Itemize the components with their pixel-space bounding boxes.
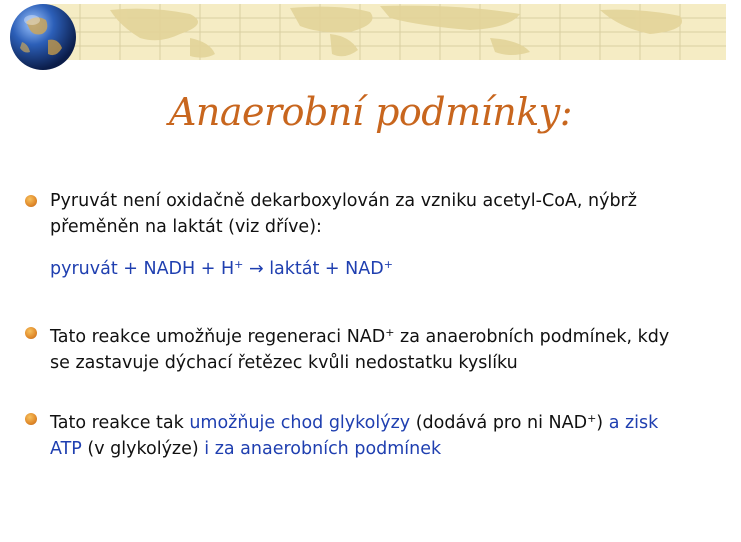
bullet-2-line-2: se zastavuje dýchací řetězec kvůli nedostatku kyslíku [50,353,518,373]
arrow-icon: → [248,259,264,279]
equation-sup-1: + [234,258,244,271]
equation-left: pyruvát + NADH + H [50,259,235,279]
bullet-3-line-1: Tato reakce tak umožňuje chod glykolýzy (dodává pro ni NAD+) a zisk [50,412,659,433]
equation-sup-2: + [383,258,393,271]
bullet-icon [25,195,37,207]
bullet-item-2 [25,320,705,376]
bullet-2-line-1: Tato reakce umožňuje regeneraci NAD+ za anaerobních podmínek, kdy [50,326,670,347]
bullet-1-line-2: přeměněn na laktát (viz dříve): [50,217,322,237]
bullet-item-1 [25,188,705,240]
bullet-1-line-1: Pyruvát není oxidačně dekarboxylován za vzniku acetyl-CoA, nýbrž [50,191,637,211]
bullet-icon [25,413,37,425]
globe-icon [8,2,78,72]
reaction-equation [50,258,393,279]
bullet-icon [25,327,37,339]
equation-right: laktát + NAD [269,259,384,279]
slide-title: Anaerobní podmínky: [168,90,573,134]
bullet-3-line-2: ATP (v glykolýze) i za anaerobních podmínek [50,439,442,459]
world-map-banner [40,4,726,60]
bullet-item-3 [25,406,705,462]
